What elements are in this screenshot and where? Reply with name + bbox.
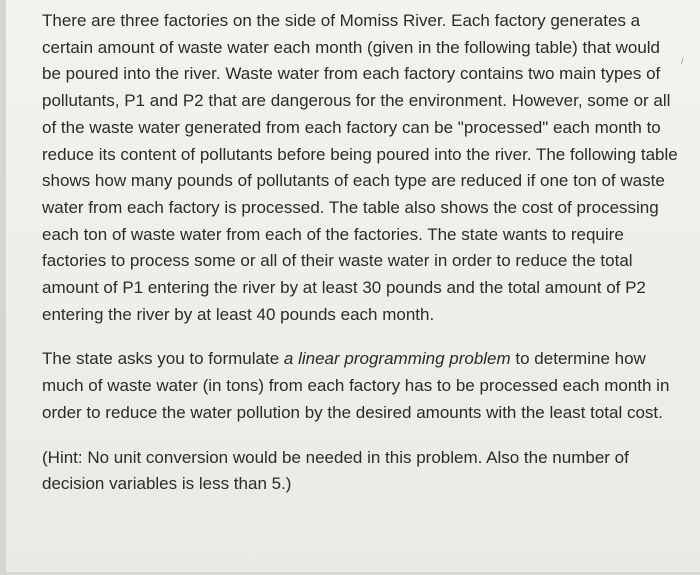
task-emphasis: a linear programming problem	[283, 349, 511, 369]
paragraph-spacer	[42, 427, 682, 445]
paragraph-spacer	[42, 328, 682, 346]
task-text-start: The state asks you to formulate	[42, 349, 284, 369]
paragraph-task	[42, 346, 682, 426]
left-border	[0, 0, 6, 575]
paragraph-problem-statement: There are three factories on the side of Momiss River. Each factory generates a certain amount of waste water each month (given in the following table) that would be poured into the river. Waste water from each factory contains two main types of pollutants, P1 and P2 that are dangerous for the environment. However, some or all of the waste water generated from each factory can be "processed" each month to reduce its content of pollutants before being poured into the river. The following table shows how many pounds of pollutants of each type are reduced if one ton of waste water from each factory is processed. The table also shows the cost of processing each ton of waste water from each of the factories. The state wants to require factories to process some or all of their waste water in order to reduce the total amount of P1 entering the river by at least 30 pounds and the total amount of P2 entering the river by at least 40 pounds each month.	[42, 11, 678, 324]
margin-mark: /	[681, 56, 684, 66]
paragraph-hint: (Hint: No unit conversion would be needed in this problem. Also the number of decision variables is less than 5.)	[42, 447, 629, 494]
problem-text	[42, 8, 682, 498]
task-text-end: to determine how much of waste water (in tons) from each factory has to be processed each month in order to reduce the water pollution by the desired amounts with the least total cost.	[42, 349, 670, 422]
